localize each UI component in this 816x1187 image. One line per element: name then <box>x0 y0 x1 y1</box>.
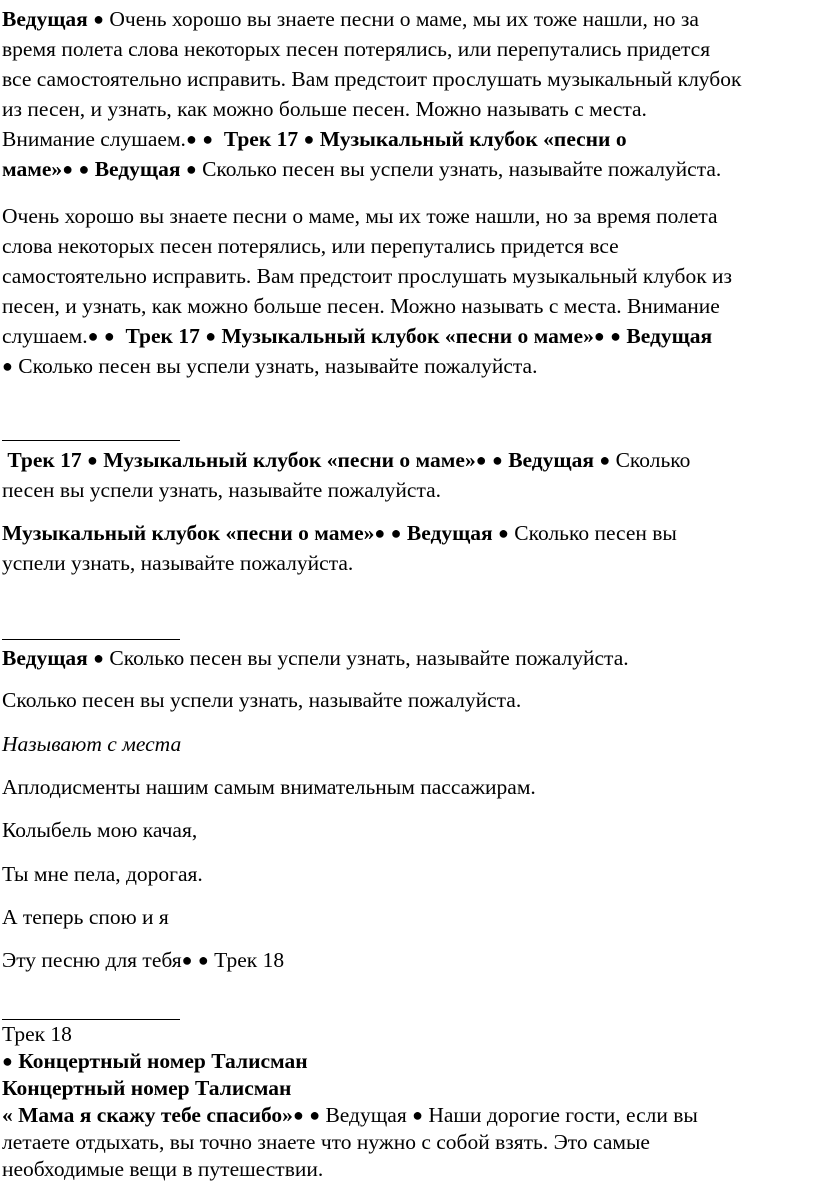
text: Эту песню для тебя <box>2 948 182 972</box>
bullet-icon: ● <box>593 326 605 346</box>
track-label: Трек 18 <box>214 948 285 972</box>
text: слушаем. <box>2 324 88 348</box>
bullet-icon: ● <box>292 1105 304 1125</box>
club-title: Музыкальный клубок «песни о маме» <box>103 448 476 472</box>
text-line: самостоятельно исправить. Вам предстоит прослушать музыкальный клубок из <box>2 264 733 288</box>
bullet-icon: ● <box>181 950 193 970</box>
stage-direction: Называют с места <box>2 732 182 756</box>
concert-number: Концертный номер Талисман <box>18 1049 308 1073</box>
footnote-separator <box>2 440 180 441</box>
track-label: Трек 17 <box>223 127 299 151</box>
bullet-icon: ● <box>309 1105 321 1125</box>
club-title: маме» <box>2 157 63 181</box>
text: Сколько песен вы <box>514 521 677 545</box>
text-line: Очень хорошо вы знаете песни о маме, мы их тоже нашли, но за время полета <box>2 204 718 228</box>
text-line <box>2 124 814 154</box>
text-line <box>2 351 814 381</box>
bullet-icon: ● <box>93 9 105 29</box>
text-line <box>2 154 814 184</box>
text-line: успели узнать, называйте пожалуйста. <box>2 551 354 575</box>
bullet-icon: ● <box>93 648 105 668</box>
speaker-label: Ведущая <box>406 521 493 545</box>
song-title: « Мама я скажу тебе спасибо» <box>2 1103 293 1127</box>
bullet-icon: ● <box>87 450 98 470</box>
text-line: А теперь спою и я <box>2 905 169 929</box>
club-title: Музыкальный клубок «песни о <box>319 127 627 151</box>
text-line <box>2 4 814 34</box>
paragraph-13 <box>2 1021 814 1183</box>
bullet-icon: ● <box>412 1105 423 1125</box>
speaker-label: Ведущая <box>508 448 594 472</box>
paragraph-7 <box>2 729 814 759</box>
track-label: Трек 17 <box>125 324 200 348</box>
text-line <box>2 518 814 548</box>
bullet-icon: ● <box>491 450 503 470</box>
text: Сколько песен вы успели узнать, называйте пожалуйста. <box>18 354 538 378</box>
text-line: летаете отдыхать, вы точно знаете что нужно с собой взять. Это самые <box>2 1130 650 1154</box>
text: Сколько <box>615 448 691 472</box>
bullet-icon: ● <box>475 450 487 470</box>
club-title: Музыкальный клубок «песни о маме» <box>221 324 594 348</box>
text-line <box>2 445 814 475</box>
footnote-separator <box>2 1019 180 1020</box>
footnote-separator <box>2 639 180 640</box>
speaker-label: Ведущая <box>94 157 181 181</box>
bullet-icon: ● <box>202 129 214 149</box>
text-line: Колыбель мою качая, <box>2 818 198 842</box>
poem-line-4 <box>2 945 814 975</box>
text: Очень хорошо вы знаете песни о маме, мы их тоже нашли, но за <box>109 7 699 31</box>
paragraph-8 <box>2 772 814 802</box>
text-line: необходимые вещи в путешествии. <box>2 1157 324 1181</box>
speaker-label: Ведущая <box>2 7 88 31</box>
speaker-label: Ведущая <box>626 324 713 348</box>
text-line: Аплодисменты нашим самым внимательным пассажирам. <box>2 775 536 799</box>
text: Наши дорогие гости, если вы <box>428 1103 698 1127</box>
track-label: Трек 17 <box>7 448 82 472</box>
concert-number: Концертный номер Талисман <box>2 1076 292 1100</box>
bullet-icon: ● <box>610 326 621 346</box>
text: Сколько песен вы успели узнать, называйте пожалуйста. <box>202 157 722 181</box>
bullet-icon: ● <box>374 523 386 543</box>
text-line: песен вы успели узнать, называйте пожалуйста. <box>2 478 442 502</box>
text-line: Трек 18 <box>2 1022 72 1046</box>
bullet-icon: ● <box>103 326 115 346</box>
text-line <box>2 643 814 673</box>
text-line: Сколько песен вы успели узнать, называйте пожалуйста. <box>2 688 522 712</box>
bullet-icon: ● <box>87 326 99 346</box>
paragraph-2 <box>2 201 814 381</box>
text-line: время полета слова некоторых песен потерялись, или перепутались придется <box>2 37 711 61</box>
bullet-icon: ● <box>62 159 74 179</box>
text-line: все самостоятельно исправить. Вам предстоит прослушать музыкальный клубок <box>2 67 742 91</box>
paragraph-3 <box>2 445 814 505</box>
speaker-label: Ведущая <box>2 646 88 670</box>
bullet-icon: ● <box>303 129 315 149</box>
bullet-icon: ● <box>498 523 509 543</box>
speaker-label: Ведущая <box>325 1103 407 1127</box>
text-line <box>2 945 814 975</box>
bullet-icon: ● <box>185 129 197 149</box>
bullet-icon: ● <box>2 356 13 376</box>
bullet-icon: ● <box>2 1051 13 1071</box>
paragraph-5 <box>2 643 814 673</box>
poem-line-1 <box>2 815 814 845</box>
text-line <box>2 1102 814 1129</box>
paragraph-4 <box>2 518 814 578</box>
text-line: Ты мне пела, дорогая. <box>2 862 203 886</box>
text-line: из песен, и узнать, как можно больше песен. Можно называть с места. <box>2 97 647 121</box>
bullet-icon: ● <box>599 450 611 470</box>
paragraph-6 <box>2 685 814 715</box>
text: Внимание слушаем. <box>2 127 186 151</box>
text-line <box>2 1048 814 1075</box>
poem-line-3 <box>2 902 814 932</box>
poem-line-2 <box>2 859 814 889</box>
text-line: слова некоторых песен потерялись, или перепутались придется все <box>2 234 619 258</box>
bullet-icon: ● <box>390 523 402 543</box>
paragraph-1 <box>2 4 814 184</box>
bullet-icon: ● <box>197 950 209 970</box>
text-line <box>2 321 814 351</box>
text-line: песен, и узнать, как можно больше песен. Можно называть с места. Внимание <box>2 294 720 318</box>
club-title: Музыкальный клубок «песни о маме» <box>2 521 375 545</box>
text: Сколько песен вы успели узнать, называйте пожалуйста. <box>109 646 629 670</box>
bullet-icon: ● <box>78 159 90 179</box>
bullet-icon: ● <box>185 159 197 179</box>
bullet-icon: ● <box>205 326 217 346</box>
